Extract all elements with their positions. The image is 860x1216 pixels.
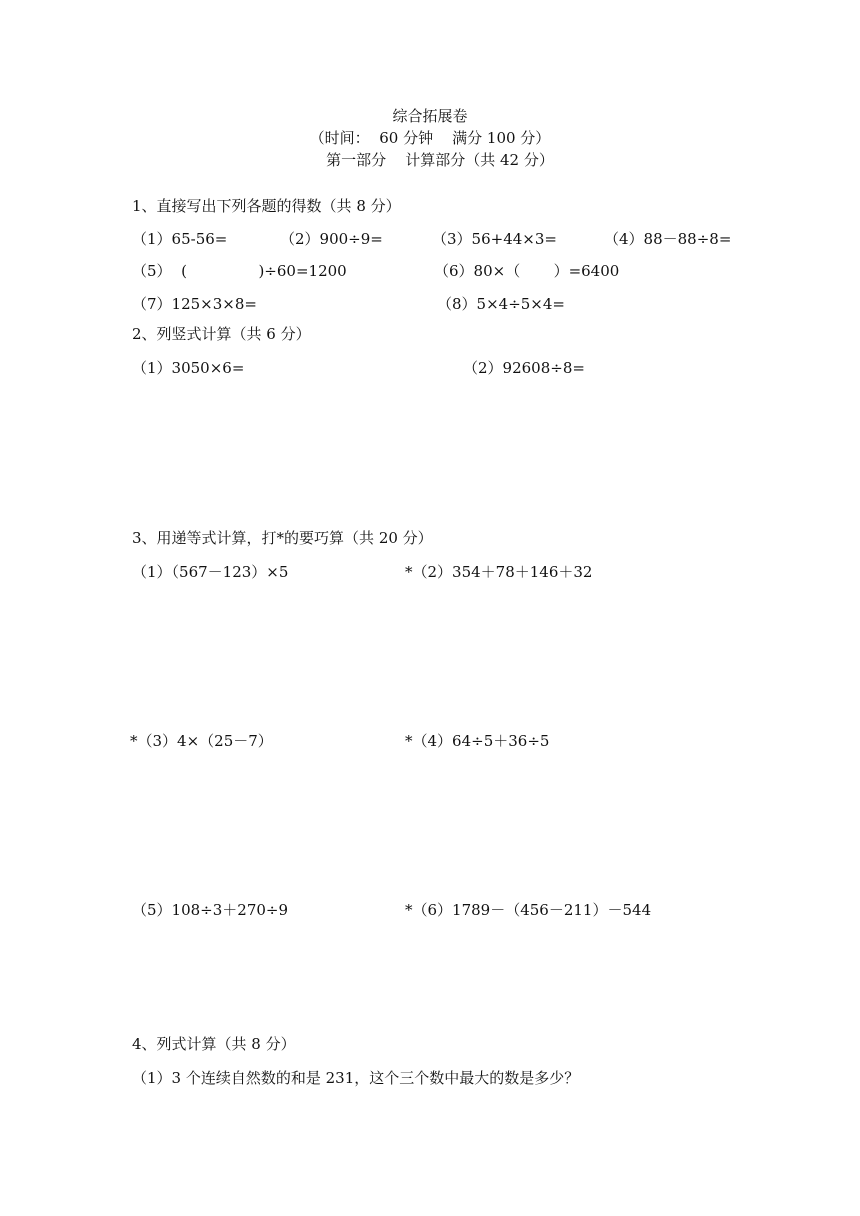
q1-item-6: （6）80×（ ）=6400 <box>434 262 620 280</box>
q3-item-6: *（6）1789－（456－211）－544 <box>405 901 652 919</box>
part-heading: 第一部分 计算部分（共 42 分） <box>326 151 554 169</box>
q3-item-4: *（4）64÷5＋36÷5 <box>405 732 550 750</box>
exam-info: （时间： 60 分钟 满分 100 分） <box>309 129 551 147</box>
q2-item-1: （1）3050×6= <box>132 359 245 377</box>
q1-item-1: （1）65-56= <box>132 230 228 248</box>
q4-item-1: （1）3 个连续自然数的和是 231，这个三个数中最大的数是多少？ <box>132 1069 580 1087</box>
q3-item-5: （5）108÷3＋270÷9 <box>132 901 289 919</box>
q3-item-3: *（3）4×（25－7） <box>130 732 273 750</box>
q3-item-2: *（2）354＋78＋146＋32 <box>405 563 593 581</box>
page-title: 综合拓展卷 <box>392 107 468 125</box>
q2-heading: 2、列竖式计算（共 6 分） <box>132 325 311 343</box>
q1-item-4: （4）88－88÷8= <box>604 230 732 248</box>
q1-item-8: （8）5×4÷5×4= <box>437 295 565 313</box>
q4-heading: 4、列式计算（共 8 分） <box>132 1035 296 1053</box>
q1-item-2: （2）900÷9= <box>280 230 383 248</box>
q1-heading: 1、直接写出下列各题的得数（共 8 分） <box>132 197 401 215</box>
q3-item-1: （1）（567－123）×5 <box>132 563 289 581</box>
q1-item-3: （3）56+44×3= <box>432 230 557 248</box>
q2-item-2: （2）92608÷8= <box>463 359 585 377</box>
q3-heading: 3、用递等式计算，打*的要巧算（共 20 分） <box>132 529 433 547</box>
q1-item-5: （5） ( )÷60=1200 <box>132 262 347 280</box>
q1-item-7: （7）125×3×8= <box>132 295 257 313</box>
